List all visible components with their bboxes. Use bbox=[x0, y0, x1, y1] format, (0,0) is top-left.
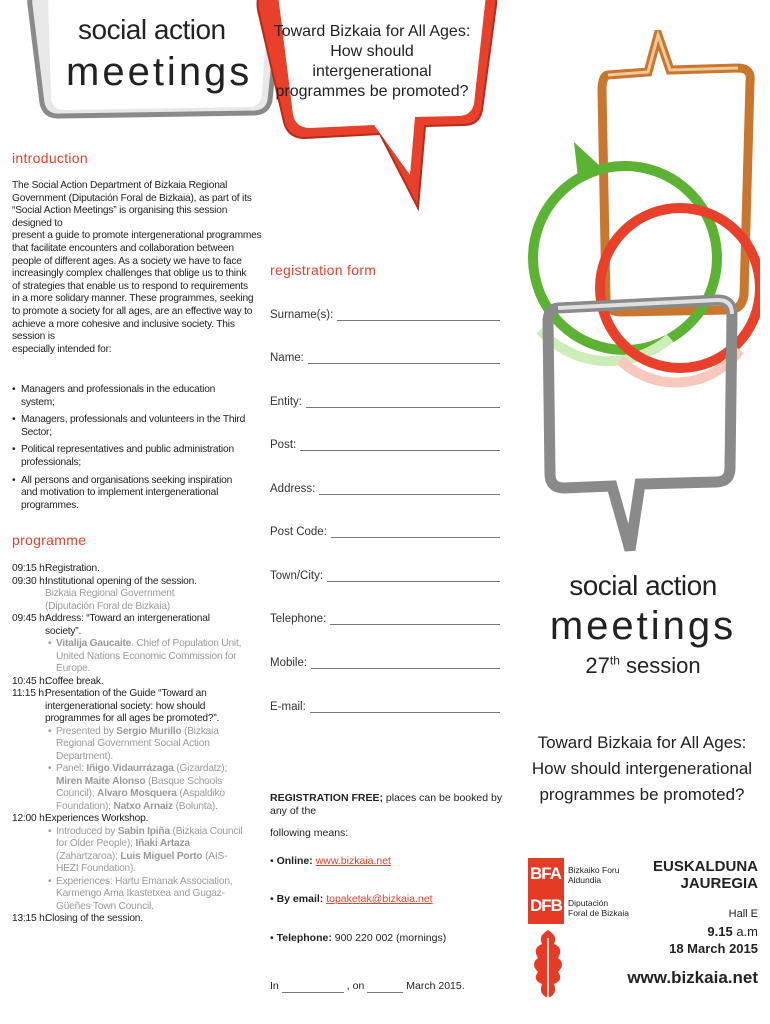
in-text: In bbox=[270, 980, 279, 992]
header-small-title: social action bbox=[78, 14, 226, 45]
online-link[interactable]: www.bizkaia.net bbox=[315, 855, 391, 867]
intro-line: increasingly complex challenges that oblige us to think bbox=[12, 268, 247, 280]
field-line[interactable] bbox=[330, 612, 500, 625]
speech-bubbles-illustration bbox=[520, 30, 760, 560]
list-item: • Political representatives and public administration professionals; bbox=[12, 444, 248, 469]
registration-free-line bbox=[270, 792, 510, 818]
programme-sub: (Diputación Foral de Bizkaia) bbox=[45, 600, 170, 612]
programme-time: 13:15 h: bbox=[12, 913, 48, 924]
cover-small-title: social action bbox=[569, 570, 717, 601]
programme-time: 11:15 h: bbox=[12, 688, 47, 699]
name-field[interactable] bbox=[270, 351, 500, 364]
logo-line: Bizkaiko Foru bbox=[568, 865, 620, 875]
field-line[interactable] bbox=[319, 482, 500, 495]
online-option: • Online: www.bizkaia.net bbox=[270, 855, 391, 867]
field-line[interactable] bbox=[327, 569, 500, 582]
intro-line: “Social Action Meetings” is organising this session designed to bbox=[12, 205, 228, 229]
registration-title: registration form bbox=[270, 262, 377, 278]
bfa-logo bbox=[528, 858, 629, 1008]
field-label: Post: bbox=[270, 439, 297, 451]
session-number: 27 bbox=[585, 653, 610, 678]
email-field[interactable] bbox=[270, 700, 500, 713]
logo-line: Aldundia bbox=[568, 875, 602, 885]
field-line[interactable] bbox=[308, 351, 500, 364]
header-question-line: programmes be promoted? bbox=[275, 83, 469, 100]
email-option: • By email: topaketak@bizkaia.net bbox=[270, 893, 433, 905]
intro-line: achieve a more cohesive and inclusive society. This session is bbox=[12, 318, 235, 343]
programme-time: 12:00 h: bbox=[12, 813, 48, 824]
logo-dfb: DFB bbox=[530, 896, 562, 915]
field-line[interactable] bbox=[310, 700, 500, 713]
field-label: Name: bbox=[270, 352, 304, 364]
cover-big-title: meetings bbox=[549, 604, 737, 648]
speaker-name: Natxo Arnaiz bbox=[113, 800, 173, 812]
signature-line bbox=[270, 980, 465, 993]
speaker-detail: (Basque Schools Council); bbox=[56, 775, 223, 799]
programme-row bbox=[12, 913, 244, 926]
programme-text: Presentation of the Guide “Toward an intergenerational society: how should programmes for all ages be promoted?”. bbox=[45, 688, 220, 724]
speaker-name: Miren Maite Alonso bbox=[56, 775, 146, 787]
registration-free-bold: REGISTRATION FREE; bbox=[270, 792, 383, 804]
post-field[interactable] bbox=[270, 438, 500, 451]
programme-text: Closing of the session. bbox=[45, 913, 143, 924]
registration-free-line2: following means: bbox=[270, 827, 349, 839]
intro-line: especially intended for: bbox=[12, 343, 112, 355]
field-label: Mobile: bbox=[270, 657, 308, 669]
programme-time: 09:45 h: bbox=[12, 613, 48, 624]
programme-text: Experiences Workshop. bbox=[45, 813, 149, 824]
speaker-detail: (Aspaldiko Foundation); bbox=[56, 788, 225, 812]
programme-sub: • Experiences: Hartu Emanak Association, Karmengo Ama Ikastetxea and Gugaz-Güeñes Town Council. bbox=[12, 876, 244, 914]
cover-session bbox=[540, 653, 746, 679]
logo-line: Diputación bbox=[568, 898, 609, 908]
entity-field[interactable] bbox=[270, 395, 500, 408]
bubble-orange bbox=[602, 35, 750, 312]
speaker-prefix: Introduced by bbox=[56, 825, 118, 837]
speaker-detail: (Gizardatz); bbox=[173, 763, 228, 774]
address-field[interactable] bbox=[270, 482, 500, 495]
intro-line: of strategies that enable us to respond to requirements bbox=[12, 280, 248, 292]
header-question-line: Toward Bizkaia for All Ages: bbox=[273, 23, 471, 40]
field-label: Surname(s): bbox=[270, 309, 334, 321]
speaker-name: Vitalija Gaucaite bbox=[56, 638, 132, 649]
email-label: By email: bbox=[276, 893, 324, 905]
programme-time: 09:15 h: bbox=[12, 563, 48, 574]
programme-row bbox=[12, 676, 244, 689]
speaker-name: Sabin Ipiña bbox=[117, 825, 170, 837]
cover-question bbox=[530, 730, 754, 808]
intro-line: in a more solidary manner. These programmes, seeking bbox=[12, 293, 254, 305]
programme-time: 09:30 h: bbox=[12, 575, 48, 587]
field-line[interactable] bbox=[306, 395, 500, 408]
programme-sub bbox=[12, 638, 244, 676]
speaker-name: Luis Miguel Porto bbox=[120, 850, 203, 862]
logo-bfa: BFA bbox=[530, 864, 561, 883]
phone-value: 900 220 002 (mornings) bbox=[334, 932, 447, 944]
speaker-detail: (AIS-HEZI Foundation). bbox=[56, 850, 228, 874]
logo-line: Foral de Bizkaia bbox=[568, 908, 629, 918]
programme-list bbox=[12, 563, 244, 926]
field-line[interactable] bbox=[311, 656, 500, 669]
venue-name-2: JAUREGIA bbox=[680, 875, 758, 892]
programme-row bbox=[12, 813, 244, 826]
programme-text: Registration. bbox=[45, 563, 100, 574]
intro-line: Government (Diputación Foral de Bizkaia), as part of its bbox=[12, 192, 252, 204]
programme-sub bbox=[12, 763, 244, 813]
speaker-detail: (Bizkaia Regional Government Social Action Department). bbox=[56, 725, 219, 762]
month-text: March 2015. bbox=[406, 980, 465, 992]
programme-row bbox=[12, 576, 244, 589]
on-text: , on bbox=[346, 980, 365, 992]
event-date: 18 March 2015 bbox=[669, 941, 758, 956]
programme-text: Address: “Toward an intergenerational society”. bbox=[45, 613, 210, 637]
venue-hall: Hall E bbox=[728, 908, 758, 920]
bubble-green bbox=[533, 166, 717, 350]
speaker-name: Iñaki Artaza bbox=[135, 838, 190, 849]
speaker-detail: (Zahartzaroa); bbox=[56, 850, 121, 862]
list-item: • Managers and professionals in the education system; bbox=[12, 384, 248, 409]
programme-row bbox=[12, 688, 244, 726]
cover-question-line: Toward Bizkaia for All Ages: bbox=[537, 733, 747, 752]
cover-title-block bbox=[540, 570, 746, 679]
cover-question-line: How should intergenerational bbox=[531, 759, 753, 778]
event-time bbox=[620, 924, 758, 939]
header-big-title: meetings bbox=[66, 50, 253, 94]
field-label: Address: bbox=[270, 483, 316, 495]
programme-row bbox=[12, 563, 244, 576]
speaker-prefix: Panel: bbox=[56, 763, 87, 774]
speaker-detail: . Chief of Population Unit, United Nations Economic Commission for Europe. bbox=[56, 638, 242, 674]
speaker-name: Alvaro Mosquera bbox=[97, 788, 177, 799]
intro-line: that facilitate encounters and collaboration between bbox=[12, 242, 234, 254]
town-field[interactable] bbox=[270, 569, 500, 582]
programme-title: programme bbox=[12, 532, 87, 548]
intro-line: people of different ages. As a society we have to face bbox=[12, 255, 242, 267]
programme-text: Institutional opening of the session. bbox=[45, 575, 197, 587]
mobile-field[interactable] bbox=[270, 656, 500, 669]
registration-free-rest: places can be booked by any of the bbox=[270, 792, 503, 817]
intro-line: to promote a society for all ages, are an effective way to bbox=[12, 305, 253, 317]
cover-question-line: programmes be promoted? bbox=[539, 785, 745, 804]
surname-field[interactable] bbox=[270, 308, 500, 321]
event-time-rest: a.m bbox=[732, 924, 758, 939]
intro-line: present a guide to promote intergenerational programmes bbox=[12, 230, 262, 242]
programme-sub bbox=[12, 826, 244, 876]
registration-free-note bbox=[270, 792, 510, 840]
programme-sub bbox=[12, 726, 244, 764]
programme-row bbox=[12, 613, 244, 638]
session-word: session bbox=[626, 653, 701, 678]
speaker-name: Sergio Murillo bbox=[116, 725, 182, 737]
programme-text: Coffee break. bbox=[45, 675, 104, 687]
field-label: Town/City: bbox=[270, 570, 324, 582]
telephone-field[interactable] bbox=[270, 612, 500, 625]
speaker-detail: (Bolunta). bbox=[172, 800, 218, 812]
phone-option: • Telephone: 900 220 002 (mornings) bbox=[270, 932, 447, 944]
venue-block bbox=[620, 858, 758, 988]
venue-name: EUSKALDUNA bbox=[653, 858, 758, 875]
session-suffix: th bbox=[609, 653, 620, 668]
header-question bbox=[272, 22, 472, 102]
field-line[interactable] bbox=[331, 525, 500, 538]
field-line[interactable] bbox=[300, 438, 500, 451]
introduction-text bbox=[12, 180, 262, 356]
email-link[interactable]: topaketak@bizkaia.net bbox=[326, 893, 433, 905]
online-label: Online: bbox=[276, 855, 313, 867]
header-question-line: How should intergenerational bbox=[312, 43, 432, 80]
event-time-bold: 9.15 bbox=[707, 924, 733, 939]
oak-leaf-icon bbox=[528, 928, 568, 1008]
day-line[interactable] bbox=[367, 981, 403, 993]
field-label: E-mail: bbox=[270, 701, 306, 713]
list-item: • All persons and organisations seeking inspiration and motivation to implement intergenerational programmes. bbox=[12, 475, 248, 513]
postcode-field[interactable] bbox=[270, 525, 500, 538]
speaker-prefix: Presented by bbox=[56, 725, 117, 737]
field-label: Entity: bbox=[270, 396, 302, 408]
speaker-detail: (Bizkaia Council for Older People); bbox=[56, 825, 243, 849]
field-line[interactable] bbox=[337, 308, 500, 321]
list-item: • Managers, professionals and volunteers in the Third Sector; bbox=[12, 414, 248, 439]
intro-line: The Social Action Department of Bizkaia Regional bbox=[12, 180, 228, 191]
programme-sub: Bizkaia Regional Government bbox=[45, 588, 175, 599]
place-line[interactable] bbox=[282, 981, 344, 993]
phone-label: Telephone: bbox=[276, 932, 332, 944]
programme-time: 10:45 h: bbox=[12, 675, 48, 687]
audience-list bbox=[12, 384, 248, 517]
speaker-name: Iñigo Vidaurrázaga bbox=[86, 763, 174, 774]
introduction-title: introduction bbox=[12, 150, 88, 166]
field-label: Post Code: bbox=[270, 526, 327, 538]
field-label: Telephone: bbox=[270, 613, 327, 625]
website-link[interactable]: www.bizkaia.net bbox=[627, 968, 758, 987]
